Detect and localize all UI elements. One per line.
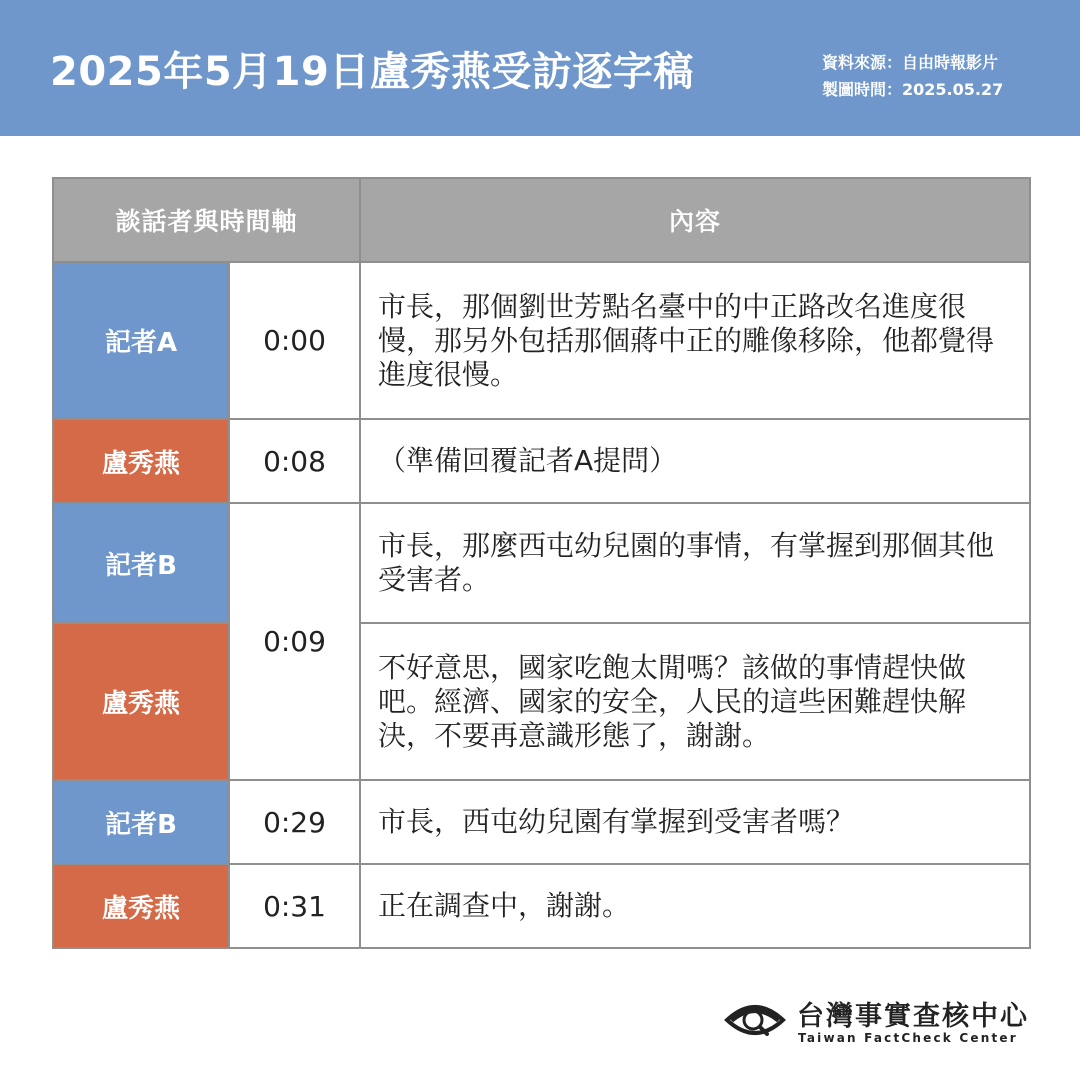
content-cell: 市長，那個劉世芳點名臺中的中正路改名進度很慢，那另外包括那個蔣中正的雕像移除，他都覺得進度很慢。 xyxy=(360,262,1030,419)
time-cell: 0:29 xyxy=(229,780,360,864)
table-row xyxy=(53,623,1030,780)
table-row xyxy=(53,262,1030,419)
table-row xyxy=(53,419,1030,503)
speaker-cell: 盧秀燕 xyxy=(53,864,229,948)
header-content: 內容 xyxy=(360,178,1030,262)
speaker-cell: 記者B xyxy=(53,503,229,623)
content-cell: 市長，那麼西屯幼兒園的事情，有掌握到那個其他受害者。 xyxy=(360,503,1030,623)
speaker-cell: 盧秀燕 xyxy=(53,623,229,780)
speaker-cell: 記者A xyxy=(53,262,229,419)
speaker-cell: 記者B xyxy=(53,780,229,864)
content-cell: （準備回覆記者A提問） xyxy=(360,419,1030,503)
eye-magnifier-icon xyxy=(723,990,787,1046)
time-cell: 0:09 xyxy=(229,503,360,780)
date-label: 製圖時間：2025.05.27 xyxy=(822,80,1004,99)
header-speaker-time: 談話者與時間軸 xyxy=(53,178,360,262)
table-row xyxy=(53,864,1030,948)
content-cell: 市長，西屯幼兒園有掌握到受害者嗎？ xyxy=(360,780,1030,864)
time-cell: 0:00 xyxy=(229,262,360,419)
header-banner xyxy=(0,0,1080,136)
speaker-cell: 盧秀燕 xyxy=(53,419,229,503)
table-row xyxy=(53,780,1030,864)
content-cell: 正在調查中，謝謝。 xyxy=(360,864,1030,948)
source-label: 資料來源：自由時報影片 xyxy=(822,53,999,72)
table-row xyxy=(53,503,1030,623)
table-header-row xyxy=(53,178,1030,262)
transcript-table xyxy=(52,177,1031,949)
header-meta xyxy=(822,49,1003,103)
content-cell: 不好意思，國家吃飽太閒嗎？該做的事情趕快做吧。經濟、國家的安全，人民的這些困難趕快解決，不要再意識形態了，謝謝。 xyxy=(360,623,1030,780)
time-cell: 0:08 xyxy=(229,419,360,503)
page-title: 2025年5月19日盧秀燕受訪逐字稿 xyxy=(50,49,694,95)
org-name: 台灣事實查核中心 xyxy=(797,1001,1029,1032)
time-cell: 0:31 xyxy=(229,864,360,948)
org-name-en: Taiwan FactCheck Center xyxy=(798,1031,1018,1045)
